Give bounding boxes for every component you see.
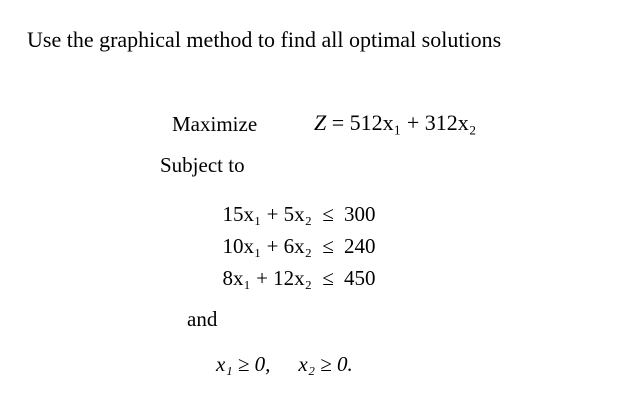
constraint-row — [150, 262, 404, 294]
problem-instruction: Use the graphical method to find all optimal solutions — [27, 27, 502, 52]
constraint-lhs: 15x₁ + 5x₂ — [222, 202, 312, 226]
constraint-relation: ≤ — [322, 266, 334, 290]
constraint-relation: ≤ — [322, 234, 334, 258]
constraint-lhs: 10x₁ + 6x₂ — [222, 234, 312, 258]
constraint-relation: ≤ — [322, 202, 334, 226]
objective-expression: = 512x₁ + 312x₂ — [331, 110, 477, 135]
objective-variable: Z — [314, 110, 327, 135]
constraint-rhs: 240 — [344, 234, 376, 258]
and-label: and — [187, 307, 218, 331]
objective-function — [314, 110, 476, 136]
nonneg-x2: x₂ ≥ 0. — [298, 352, 353, 376]
constraint-row — [150, 230, 404, 262]
constraint-rhs: 300 — [344, 202, 376, 226]
constraint-rhs: 450 — [344, 266, 376, 290]
maximize-label: Maximize — [172, 112, 258, 136]
nonneg-x1: x₁ ≥ 0, — [216, 352, 271, 376]
constraint-list — [150, 198, 404, 294]
constraint-lhs: 8x₁ + 12x₂ — [222, 266, 312, 290]
constraint-row — [150, 198, 404, 230]
nonnegativity-constraints — [216, 352, 353, 377]
subject-to-label: Subject to — [160, 153, 245, 177]
